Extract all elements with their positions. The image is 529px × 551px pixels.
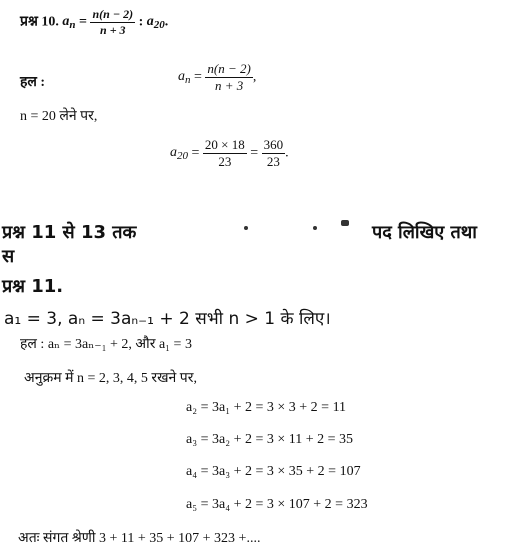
equals-sign: = xyxy=(79,14,87,30)
section-heading-line2: स xyxy=(2,246,15,267)
a-20-symbol: $a_{20}$ xyxy=(146,14,165,32)
question-10-label: प्रश्न 10. xyxy=(20,14,59,30)
a20-calculation: $a_{20}$ = $\frac{20 \times 18}{23}$ = $\frac{360}{23}$ . xyxy=(170,137,289,169)
question-11-label: प्रश्न 11. xyxy=(2,276,64,297)
question-10: प्रश्न 10. $a_n$ = $\frac{n(n - 2)}{n + 3}$ : $a_{20}$. xyxy=(20,7,169,37)
ink-mark xyxy=(244,226,248,230)
ink-mark xyxy=(313,226,317,230)
series-result: अतः संगत श्रेणी 3 + 11 + 35 + 107 + 323 +.... xyxy=(18,531,261,546)
section-heading-left: प्रश्न 11 से 13 तक xyxy=(2,222,137,243)
fraction-formula: $\frac{n(n - 2)}{n + 3}$ xyxy=(92,7,134,37)
equation-a4: a₄ = 3a₃ + 2 = 3 × 35 + 2 = 107 xyxy=(186,464,361,479)
equation-a5: a₅ = 3a₄ + 2 = 3 × 107 + 2 = 323 xyxy=(186,497,368,512)
question-11-statement: a₁ = 3, aₙ = 3aₙ₋₁ + 2 सभी n > 1 के लिए। xyxy=(4,309,331,329)
section-heading-right: पद लिखिए तथा xyxy=(372,222,477,243)
solution-formula: $a_n$ = $\frac{n(n - 2)}{n + 3}$ , xyxy=(178,61,257,93)
equation-a2: a₂ = 3a₁ + 2 = 3 × 3 + 2 = 11 xyxy=(186,400,347,415)
sequence-substitution: अनुक्रम में n = 2, 3, 4, 5 रखने पर, xyxy=(24,371,197,386)
ink-mark xyxy=(341,220,349,226)
substitution-text: n = 20 लेने पर, xyxy=(20,109,98,124)
a-n-symbol: $a_n$ xyxy=(62,14,76,32)
equation-a3: a₃ = 3a₂ + 2 = 3 × 11 + 2 = 35 xyxy=(186,432,354,447)
colon: : xyxy=(138,14,144,30)
solution-11-line: हल : aₙ = 3aₙ₋₁ + 2, और a₁ = 3 xyxy=(20,337,192,352)
solution-label: हल : xyxy=(20,75,46,90)
